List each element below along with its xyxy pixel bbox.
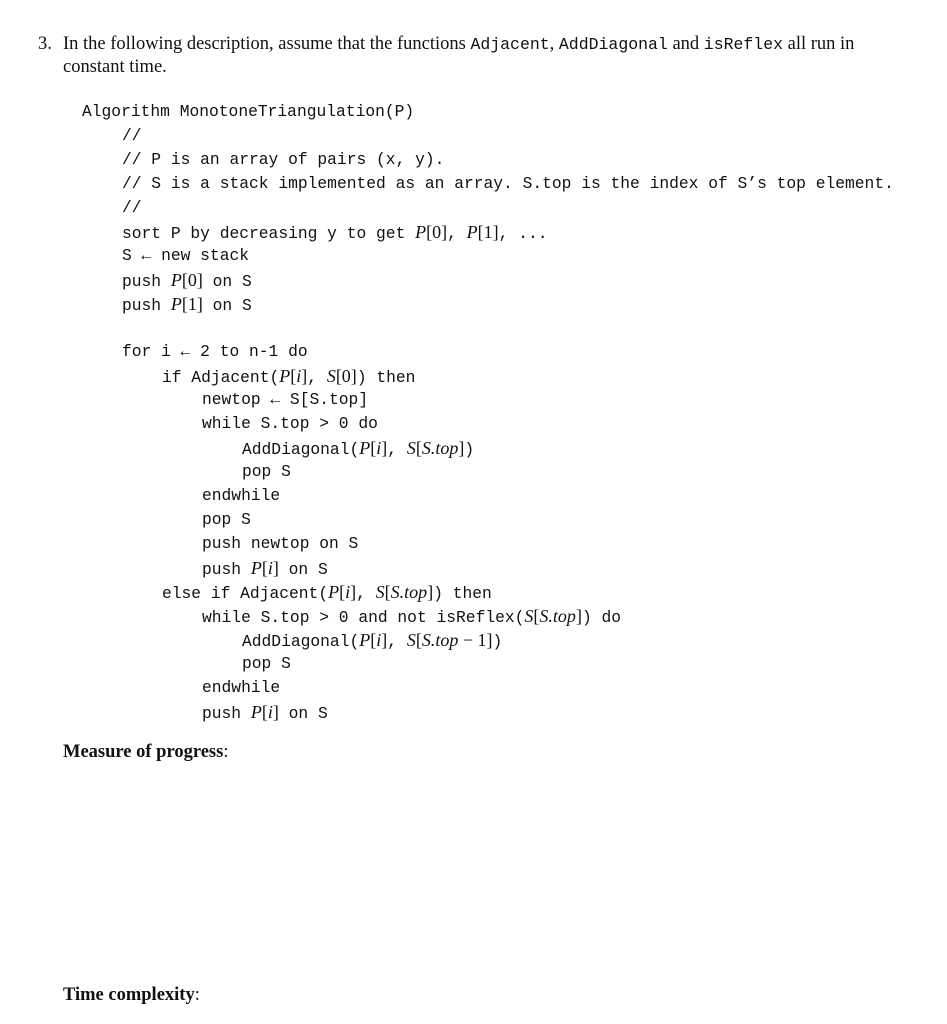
code-text: on S <box>202 296 252 315</box>
code-text: ) then <box>356 368 416 387</box>
math-expression <box>251 558 279 578</box>
math-bracket: ] <box>381 438 388 458</box>
math-expression <box>328 582 356 602</box>
math-bracket: [ <box>261 558 268 578</box>
pop-line: pop S <box>202 510 251 529</box>
math-index: S.top <box>539 606 576 626</box>
comment-line: // <box>122 198 142 217</box>
question-text <box>63 33 918 79</box>
section-colon: : <box>194 985 200 1005</box>
code-text: ) <box>464 440 475 459</box>
algorithm-header: Algorithm MonotoneTriangulation(P) <box>82 102 415 121</box>
function-name-isreflex: isReflex <box>703 35 784 54</box>
push-line <box>202 700 328 724</box>
code-text: on S <box>278 560 328 579</box>
math-bracket: ] <box>350 582 357 602</box>
code-text: , <box>447 224 467 243</box>
sort-line <box>122 220 548 244</box>
code-text: ) do <box>581 608 622 627</box>
section-heading: Measure of progress <box>63 742 224 762</box>
add-diagonal-line <box>242 628 502 652</box>
measure-of-progress-answer-area[interactable] <box>63 770 903 980</box>
math-bracket: [ <box>370 438 377 458</box>
newtop-line: newtop ← S[S.top] <box>202 390 369 409</box>
math-bracket: ] <box>575 606 582 626</box>
math-var: P <box>170 294 182 314</box>
math-expression <box>171 270 203 290</box>
endwhile-line: endwhile <box>202 486 281 505</box>
math-index: i <box>345 582 351 602</box>
push-newtop-line: push newtop on S <box>202 534 359 553</box>
code-text: , ... <box>498 224 548 243</box>
intro-text-part1: In the following description, assume that the functions <box>63 34 471 54</box>
math-index: [1] <box>181 294 203 314</box>
math-expression <box>327 366 357 386</box>
for-loop-line: for i ← 2 to n-1 do <box>122 342 308 361</box>
math-var: S <box>406 630 416 650</box>
code-text: ) <box>492 632 503 651</box>
math-var: P <box>359 630 371 650</box>
code-text: else if Adjacent( <box>162 584 329 603</box>
math-index: [1] <box>477 222 499 242</box>
math-bracket: ] <box>486 630 493 650</box>
code-text: AddDiagonal( <box>242 440 360 459</box>
code-text: push <box>202 704 251 723</box>
pop-line: pop S <box>242 462 291 481</box>
push-line <box>122 268 252 292</box>
push-line <box>202 556 328 580</box>
measure-of-progress-label <box>63 741 228 764</box>
math-bracket: [ <box>384 582 391 602</box>
math-var: P <box>279 366 291 386</box>
if-line <box>162 364 415 388</box>
math-index: S.top <box>421 630 459 650</box>
new-stack-line: S ← new stack <box>122 246 250 265</box>
else-if-line <box>162 580 492 604</box>
math-bracket: ] <box>458 438 465 458</box>
math-var: P <box>415 222 427 242</box>
math-expression <box>467 222 499 242</box>
math-expression <box>359 630 387 650</box>
push-line <box>122 292 252 316</box>
code-text: AddDiagonal( <box>242 632 360 651</box>
math-bracket: ] <box>272 558 279 578</box>
math-var: P <box>250 702 262 722</box>
code-text: push <box>122 296 171 315</box>
code-text: on S <box>202 272 252 291</box>
math-var: P <box>328 582 340 602</box>
code-text: while S.top > 0 and not isReflex( <box>202 608 525 627</box>
time-complexity-label <box>63 984 200 1007</box>
math-var: S <box>326 366 336 386</box>
code-text: push <box>202 560 251 579</box>
while-line <box>202 604 621 628</box>
intro-text-part2: all run in constant time. <box>63 34 855 77</box>
math-index: i <box>267 558 273 578</box>
math-expression <box>376 582 434 602</box>
math-index: S.top <box>421 438 459 458</box>
question-intro <box>38 33 918 79</box>
math-bracket: ] <box>427 582 434 602</box>
math-bracket: [ <box>370 630 377 650</box>
math-var: P <box>170 270 182 290</box>
code-text: ) then <box>433 584 492 603</box>
comment-line: // S is a stack implemented as an array. S.top is the index of S’s top element. <box>122 174 894 193</box>
math-index: i <box>376 438 382 458</box>
function-name-adddiagonal: AddDiagonal <box>558 35 668 54</box>
math-index: [0] <box>426 222 448 242</box>
math-index: S.top <box>390 582 428 602</box>
math-expression <box>415 222 447 242</box>
section-heading: Time complexity <box>63 985 195 1005</box>
math-bracket: [ <box>261 702 268 722</box>
code-text: sort P by decreasing y to get <box>122 224 416 243</box>
math-bracket: ] <box>272 702 279 722</box>
math-var: P <box>250 558 262 578</box>
math-bracket: [ <box>290 366 297 386</box>
code-text: if Adjacent( <box>162 368 280 387</box>
comment-line: // P is an array of pairs (x, y). <box>122 150 445 169</box>
code-text: on S <box>278 704 328 723</box>
section-colon: : <box>223 742 229 762</box>
code-text: , <box>387 632 407 651</box>
math-bracket: ] <box>381 630 388 650</box>
pop-line: pop S <box>242 654 291 673</box>
math-expression <box>359 438 387 458</box>
math-expression <box>279 366 307 386</box>
code-text: , <box>356 584 376 603</box>
math-var: S <box>406 438 416 458</box>
math-expression <box>524 606 582 626</box>
while-line: while S.top > 0 do <box>202 414 378 433</box>
add-diagonal-line <box>242 436 474 460</box>
math-operator: − 1 <box>458 630 487 650</box>
math-var: S <box>375 582 385 602</box>
math-expression <box>171 294 203 314</box>
endwhile-line: endwhile <box>202 678 281 697</box>
code-text: , <box>387 440 407 459</box>
math-index: [0] <box>335 366 357 386</box>
comment-line: // <box>122 126 142 145</box>
math-expression <box>407 438 465 458</box>
question-number: 3. <box>38 34 52 54</box>
function-name-adjacent: Adjacent <box>470 35 550 54</box>
math-index: [0] <box>181 270 203 290</box>
math-var: S <box>524 606 534 626</box>
math-bracket: [ <box>415 438 422 458</box>
math-var: P <box>359 438 371 458</box>
math-bracket: ] <box>301 366 308 386</box>
math-index: i <box>376 630 382 650</box>
math-index: i <box>267 702 273 722</box>
math-bracket: [ <box>415 630 422 650</box>
math-expression <box>407 630 493 650</box>
code-text: , <box>307 368 327 387</box>
math-bracket: [ <box>339 582 346 602</box>
intro-separator-1: , <box>549 34 559 54</box>
math-var: P <box>466 222 478 242</box>
math-bracket: [ <box>533 606 540 626</box>
math-expression <box>251 702 279 722</box>
math-index: i <box>296 366 302 386</box>
intro-separator-2: and <box>667 34 704 54</box>
code-text: push <box>122 272 171 291</box>
